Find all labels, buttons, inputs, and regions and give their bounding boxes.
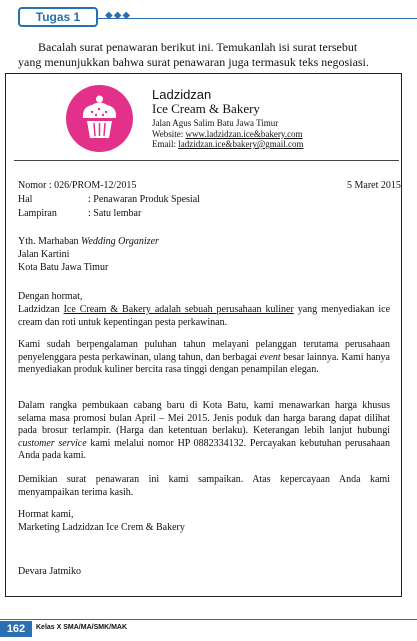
subject-label: Hal: [18, 194, 33, 205]
task-tag-label: Tugas 1: [35, 10, 81, 24]
paragraph-3: [18, 400, 390, 463]
closing-line-2: Marketing Ladzidzan Ice Crem & Bakery: [18, 522, 185, 533]
p1-part-c: yang menyediakan ice cream dan roti untuk kepentingan pesta perkawinan.: [18, 304, 391, 328]
page-number: 162: [0, 621, 32, 637]
recipient-italic: Wedding Organizer: [81, 236, 159, 247]
p1-part-a: Ladzidzan: [18, 304, 64, 315]
letter-date: 5 Maret 2015: [347, 180, 401, 191]
paragraph-2: [18, 339, 390, 377]
recipient-line-2: Jalan Kartini: [18, 249, 70, 260]
task-tag: [18, 7, 98, 27]
p1-underlined: Ice Cream & Bakery adalah sebuah perusahaan kuliner: [63, 304, 294, 315]
intro-line-1: Bacalah surat penawaran berikut ini. Temukanlah isi surat tersebut: [38, 40, 358, 54]
page-footer: [0, 617, 417, 641]
greeting: Dengan hormat,: [18, 291, 83, 302]
p3-part-c: kami melalui nomor HP 0882334132. Percayakan kebutuhan perusahaan Anda pada kami.: [18, 437, 390, 461]
company-subtitle: Ice Cream & Bakery: [152, 101, 260, 116]
p3-italic: customer service: [18, 437, 87, 449]
paragraph-4: Demikian surat penawaran ini kami sampaikan. Atas kepercayaan Anda kami menyampaikan terima kasih.: [18, 474, 390, 498]
p2-part-a: Kami sudah berpengalaman puluhan tahun melayani pelanggan terutama perusahaan penyelenggara pesta perkawinan, ulang tahun, dan berbagai: [18, 339, 390, 363]
company-contact: [152, 118, 304, 150]
attachment-value: : Satu lembar: [88, 208, 142, 219]
p2-part-c: besar lainnya. Kami hanya menyediakan produk kuliner bercita rasa tinggi dengan penampilan elegan.: [18, 351, 390, 375]
website-label: Website:: [152, 128, 184, 139]
paragraph-1: [18, 304, 390, 329]
intro-line-2: yang menunjukkan bahwa surat penawaran juga termasuk teks negosiasi.: [18, 55, 369, 69]
header-rule: [98, 18, 417, 19]
cupcake-icon: [66, 85, 133, 152]
letter-number: Nomor : 026/PROM-12/2015: [18, 180, 137, 191]
email-link[interactable]: ladzidzan.ice&bakery@gmail.com: [178, 139, 304, 149]
recipient-line-1: [18, 236, 159, 248]
website-link[interactable]: www.ladzidzan.ice&bakery.com: [185, 128, 303, 139]
subject-value: : Penawaran Produk Spesial: [88, 194, 200, 205]
p2-italic: event: [259, 351, 281, 363]
closing-line-1: Hormat kami,: [18, 509, 74, 520]
signer-name: Devara Jatmiko: [18, 566, 82, 577]
attachment-label: Lampiran: [18, 208, 57, 219]
email-label: Email:: [152, 139, 176, 149]
recipient-line-3: Kota Batu Jawa Timur: [18, 262, 109, 273]
footer-rule: [0, 619, 417, 620]
diamond-icons: ◆◆◆: [105, 10, 132, 21]
p3-part-a: Dalam rangka pembukaan cabang baru di Kota Batu, kami menawarkan harga khusus selama masa promosi bulan April – Mei 2015. Jenis poduk dan harga barang dapat dilihat pada brosur terlampir. (Harga dan ketentuan berlaku). Keterangan lebih lanjut hubungi: [18, 400, 390, 436]
book-label: Kelas X SMA/MA/SMK/MAK: [36, 624, 128, 631]
letterhead-divider: [14, 160, 399, 161]
intro-instruction: [18, 40, 402, 70]
company-address: Jalan Agus Salim Batu Jawa Timur: [152, 118, 279, 128]
recipient-prefix: Yth. Marhaban: [18, 236, 82, 247]
company-name: Ladzidzan: [152, 87, 212, 102]
